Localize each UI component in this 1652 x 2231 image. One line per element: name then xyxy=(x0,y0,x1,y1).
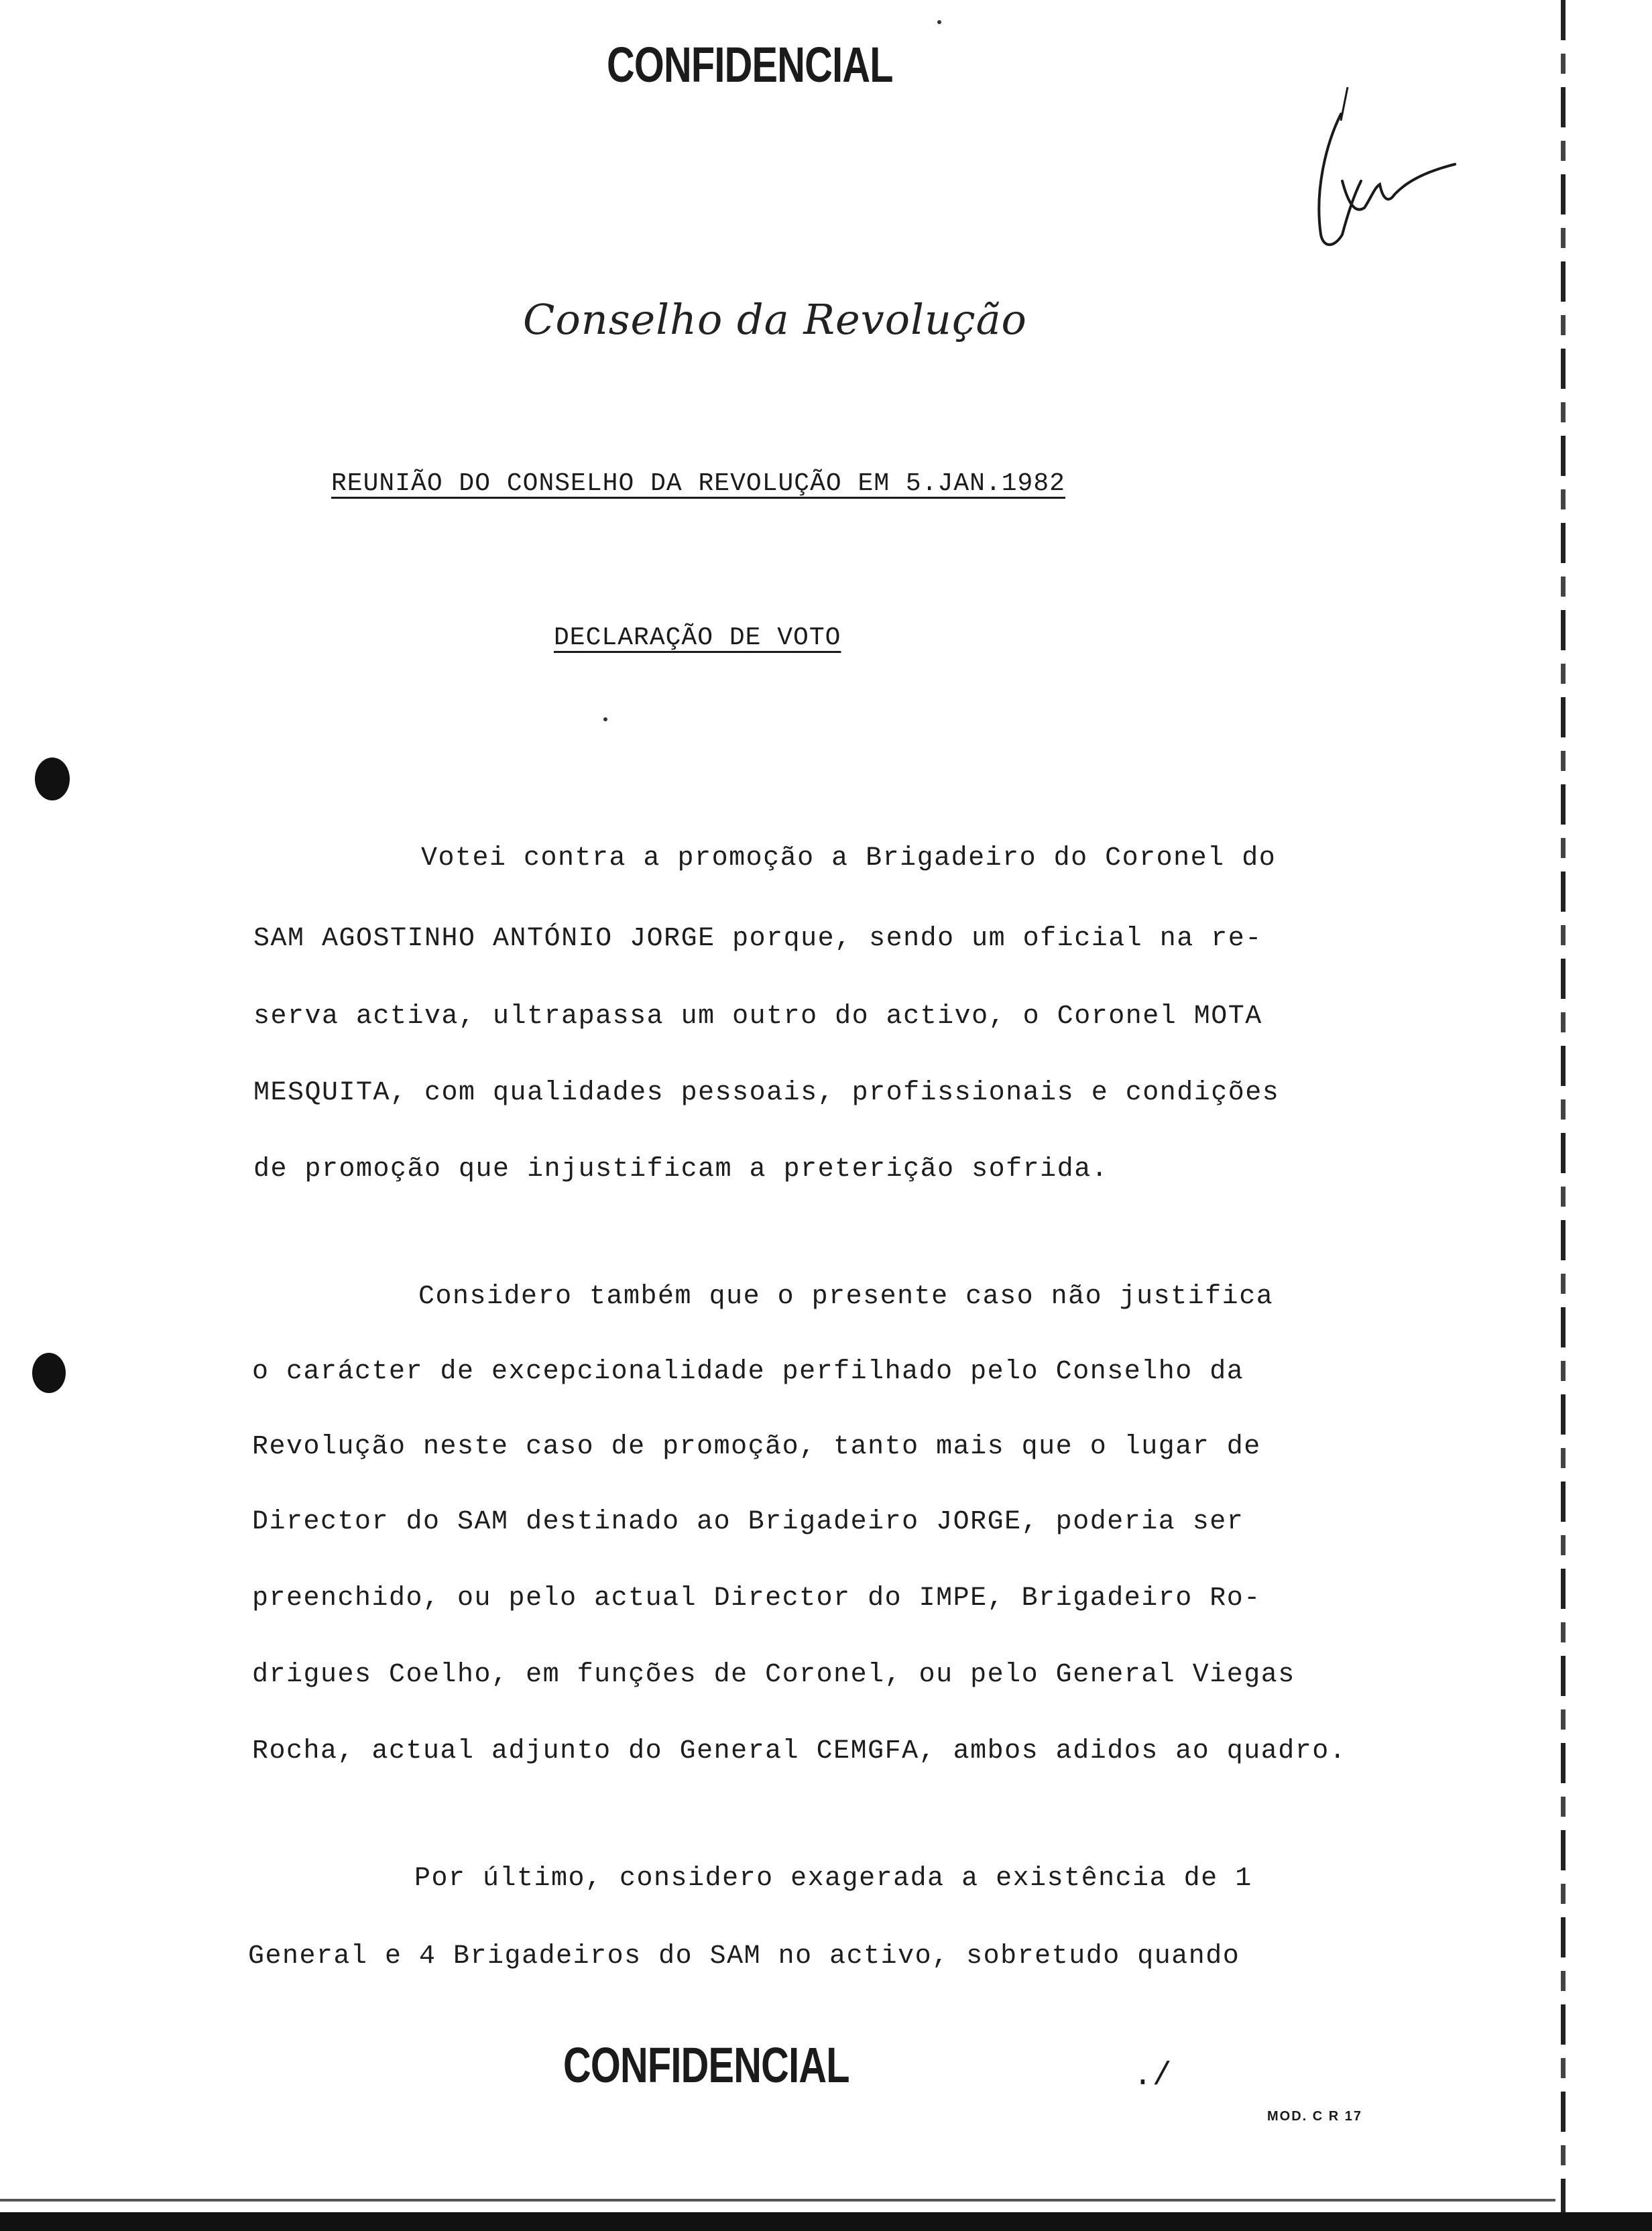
paragraph-line: Por último, considero exagerada a existência de 1 xyxy=(414,1864,1252,1894)
paragraph-line: Votei contra a promoção a Brigadeiro do Coronel do xyxy=(421,843,1277,873)
continuation-mark: ./ xyxy=(1133,2058,1172,2094)
punch-hole-icon xyxy=(32,1353,66,1393)
paragraph-line: Director do SAM destinado ao Brigadeiro JORGE, poderia ser xyxy=(252,1507,1244,1537)
paragraph-line: serva activa, ultrapassa um outro do activo, o Coronel MOTA xyxy=(253,1002,1262,1032)
punch-hole-icon xyxy=(35,758,70,800)
paragraph-line: General e 4 Brigadeiros do SAM no activo, sobretudo quando xyxy=(248,1941,1240,1972)
form-reference: MOD. C R 17 xyxy=(1267,2109,1363,2124)
handwritten-signature xyxy=(1301,80,1475,268)
letterhead: Conselho da Revolução xyxy=(523,295,1027,344)
scan-speck xyxy=(937,20,941,24)
section-title: DECLARAÇÃO DE VOTO xyxy=(554,623,841,652)
confidential-stamp-top: CONFIDENCIAL xyxy=(607,37,893,93)
meeting-title: REUNIÃO DO CONSELHO DA REVOLUÇÃO EM 5.JAN.1982 xyxy=(331,469,1065,498)
scan-edge-bottom xyxy=(0,2212,1652,2231)
scan-edge-line xyxy=(0,2199,1555,2202)
scan-edge-right xyxy=(1561,0,1566,2231)
scan-speck xyxy=(603,717,607,721)
paragraph-line: SAM AGOSTINHO ANTÓNIO JORGE porque, sendo um oficial na re- xyxy=(253,924,1262,954)
paragraph-line: de promoção que injustificam a preterição sofrida. xyxy=(253,1154,1109,1185)
confidential-stamp-bottom: CONFIDENCIAL xyxy=(563,2037,849,2093)
paragraph-line: Considero também que o presente caso não justifica xyxy=(418,1282,1274,1312)
paragraph-line: drigues Coelho, em funções de Coronel, ou pelo General Viegas xyxy=(252,1660,1295,1690)
paragraph-line: MESQUITA, com qualidades pessoais, profissionais e condições xyxy=(253,1078,1280,1108)
paragraph-line: Rocha, actual adjunto do General CEMGFA, ambos adidos ao quadro. xyxy=(252,1736,1347,1766)
paragraph-line: o carácter de excepcionalidade perfilhado pelo Conselho da xyxy=(252,1357,1244,1387)
paragraph-line: Revolução neste caso de promoção, tanto mais que o lugar de xyxy=(252,1432,1261,1462)
paragraph-line: preenchido, ou pelo actual Director do IMPE, Brigadeiro Ro- xyxy=(252,1583,1261,1614)
